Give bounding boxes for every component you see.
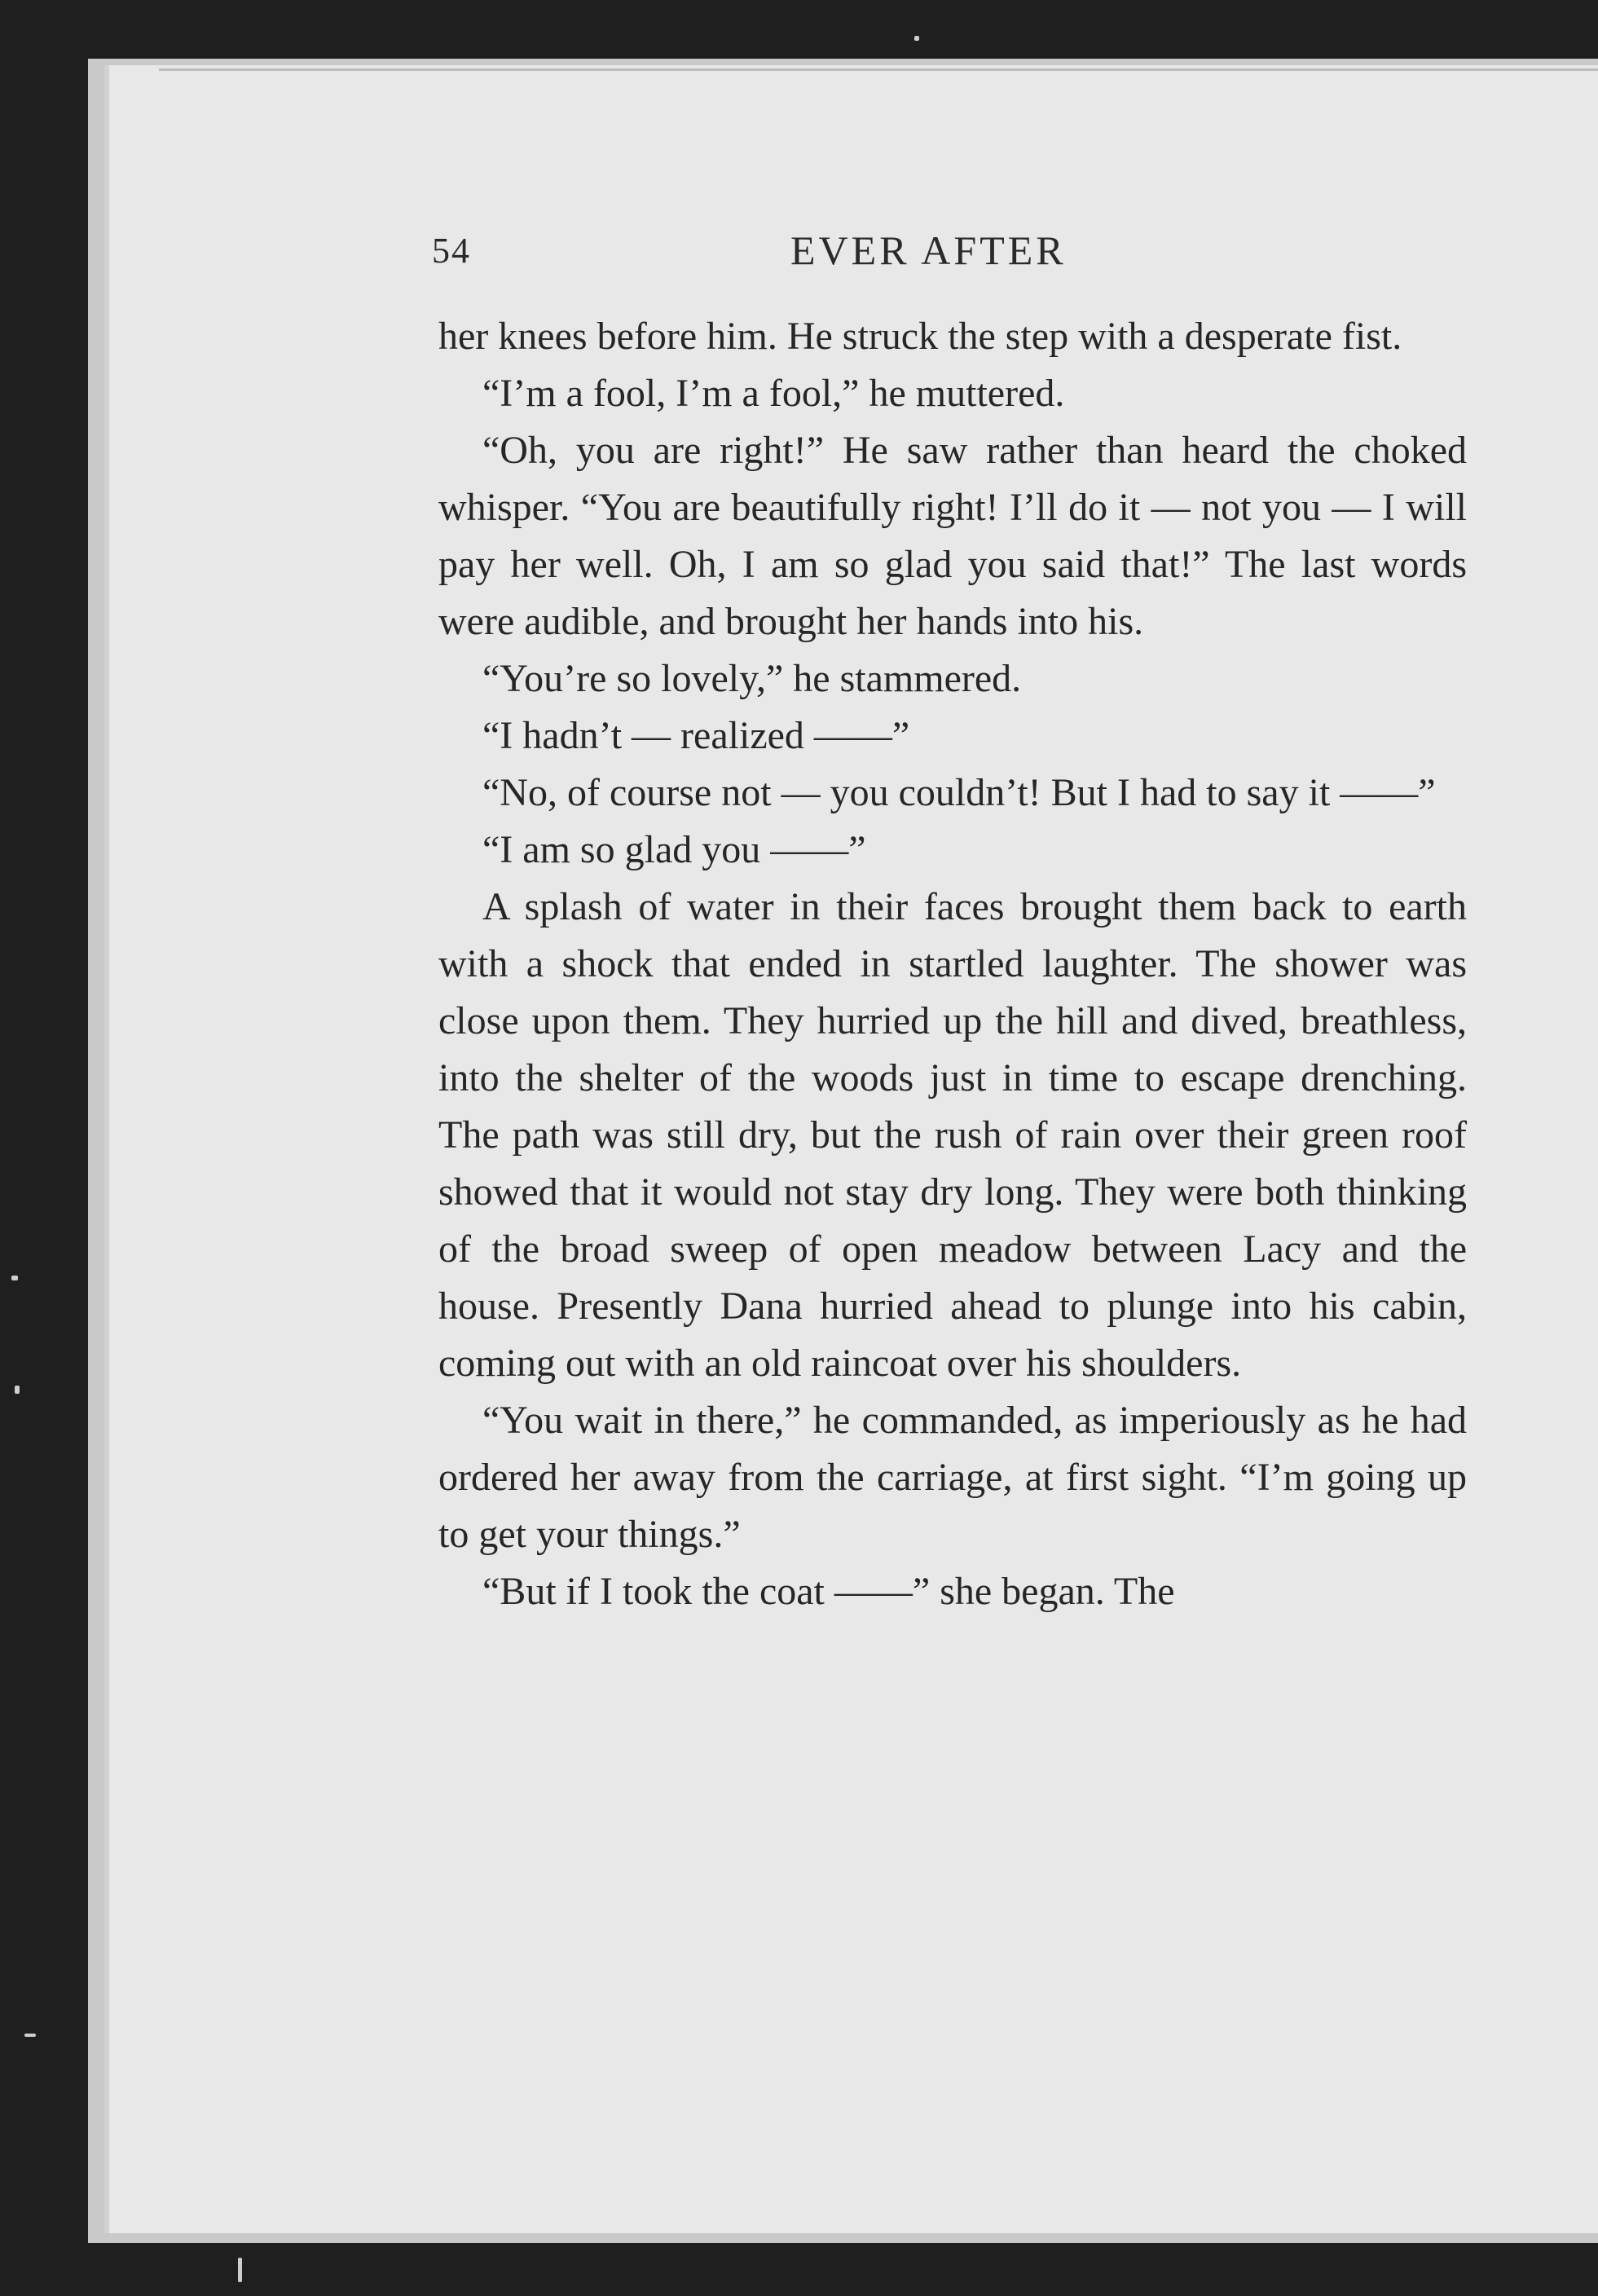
paragraph: “I’m a fool, I’m a fool,” he muttered. xyxy=(482,372,1065,415)
running-header xyxy=(432,227,1467,275)
paragraph: “I am so glad you ——” xyxy=(482,828,866,871)
running-title: EVER AFTER xyxy=(790,227,1067,273)
paragraph: “No, of course not — you couldn’t! But I had to say it ——” xyxy=(482,771,1436,814)
paragraph: “I hadn’t — realized ——” xyxy=(482,714,910,757)
paragraph: “You wait in there,” he commanded, as imperiously as he had ordered her away from the carriage, at first sight. “I’m going up to get your things.” xyxy=(438,1399,1467,1556)
page-top-edge xyxy=(159,68,1598,71)
page-number: 54 xyxy=(432,231,471,271)
body-text xyxy=(438,308,1467,1620)
paragraph: “You’re so lovely,” he stammered. xyxy=(482,657,1022,700)
paragraph: “Oh, you are right!” He saw rather than heard the choked whisper. “You are beautifully right! I’ll do it — not you — I will pay her well. Oh, I am so glad you said that!” The last words were audible, and brought her hands into his. xyxy=(438,429,1467,643)
paragraph: her knees before him. He struck the step with a desperate fist. xyxy=(438,315,1402,358)
paragraph: A splash of water in their faces brought them back to earth with a shock that ended in startled laughter. The shower was close upon them. They hurried up the hill and dived, breathless, into the shelter of the woods just in time to escape drenching. The path was still dry, but the rush of rain over their green roof showed that it would not stay dry long. They were both thinking of the broad sweep of open meadow between Lacy and the house. Presently Dana hurried ahead to plunge into his cabin, coming out with an old raincoat over his shoulders. xyxy=(438,885,1467,1385)
paragraph: “But if I took the coat ——” she began. The xyxy=(482,1570,1175,1613)
